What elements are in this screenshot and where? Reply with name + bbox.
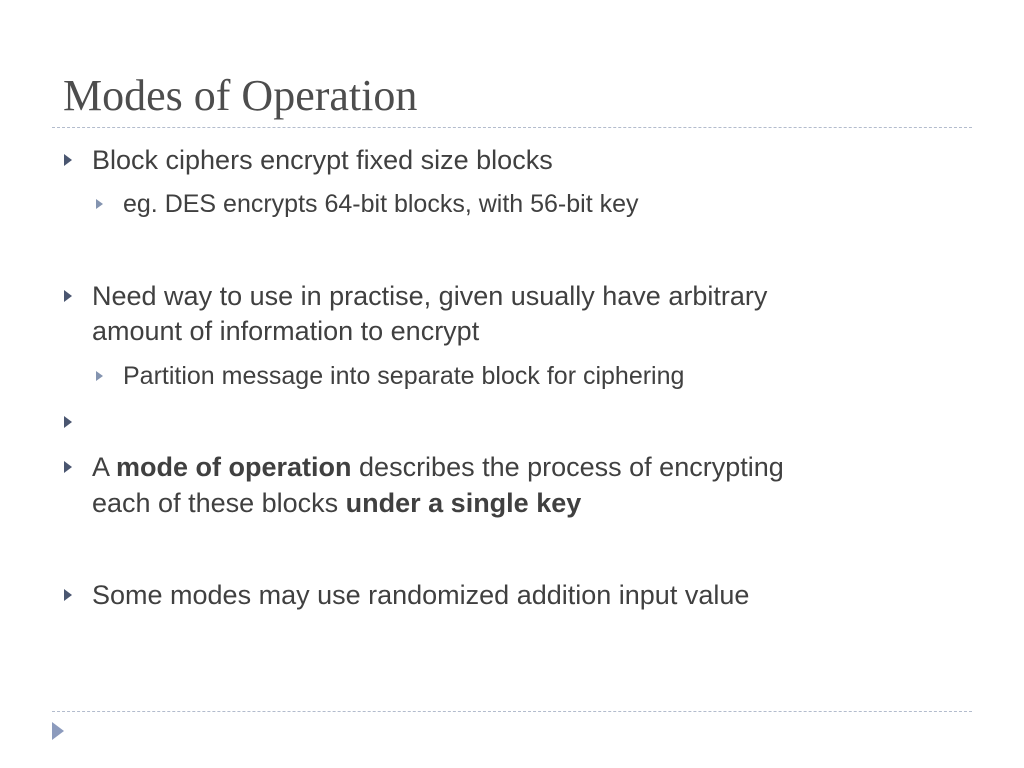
bullet-triangle-icon: [64, 589, 72, 601]
corner-triangle-icon: [52, 722, 64, 740]
page-title: Modes of Operation: [63, 71, 418, 120]
bullet-triangle-icon: [64, 461, 72, 473]
bullet-text-mode-line1: [92, 449, 784, 485]
sub-bullet-text-des: eg. DES encrypts 64-bit blocks, with 56-bit key: [123, 190, 639, 218]
title-divider: [52, 127, 972, 128]
bullet-text-mode-line2-part: each of these blocks: [92, 488, 346, 518]
bullet-text-mode-part2: describes the process of encrypting: [351, 452, 784, 482]
bullet-text-need-way-line1: Need way to use in practise, given usually have arbitrary: [92, 281, 768, 311]
bullet-text-need-way-line2: amount of information to encrypt: [92, 316, 480, 346]
footer-divider: [52, 711, 972, 712]
bullet-text-mode-line2-bold: under a single key: [345, 488, 582, 518]
sub-bullet-triangle-icon: [96, 199, 103, 209]
bullet-triangle-icon: [64, 290, 72, 302]
bullet-text-mode-part1: A: [92, 452, 117, 482]
bullet-text-block-ciphers: Block ciphers encrypt fixed size blocks: [92, 145, 553, 175]
bullet-text-mode-bold: mode of operation: [116, 452, 352, 482]
bullet-triangle-icon: [64, 154, 72, 166]
bullet-text-mode-line2: [92, 485, 581, 521]
empty-bullet-triangle-icon: [64, 416, 72, 428]
sub-bullet-text-partition: Partition message into separate block for ciphering: [123, 362, 685, 390]
sub-bullet-triangle-icon: [96, 371, 103, 381]
bullet-text-some-modes: Some modes may use randomized addition input value: [92, 580, 750, 610]
